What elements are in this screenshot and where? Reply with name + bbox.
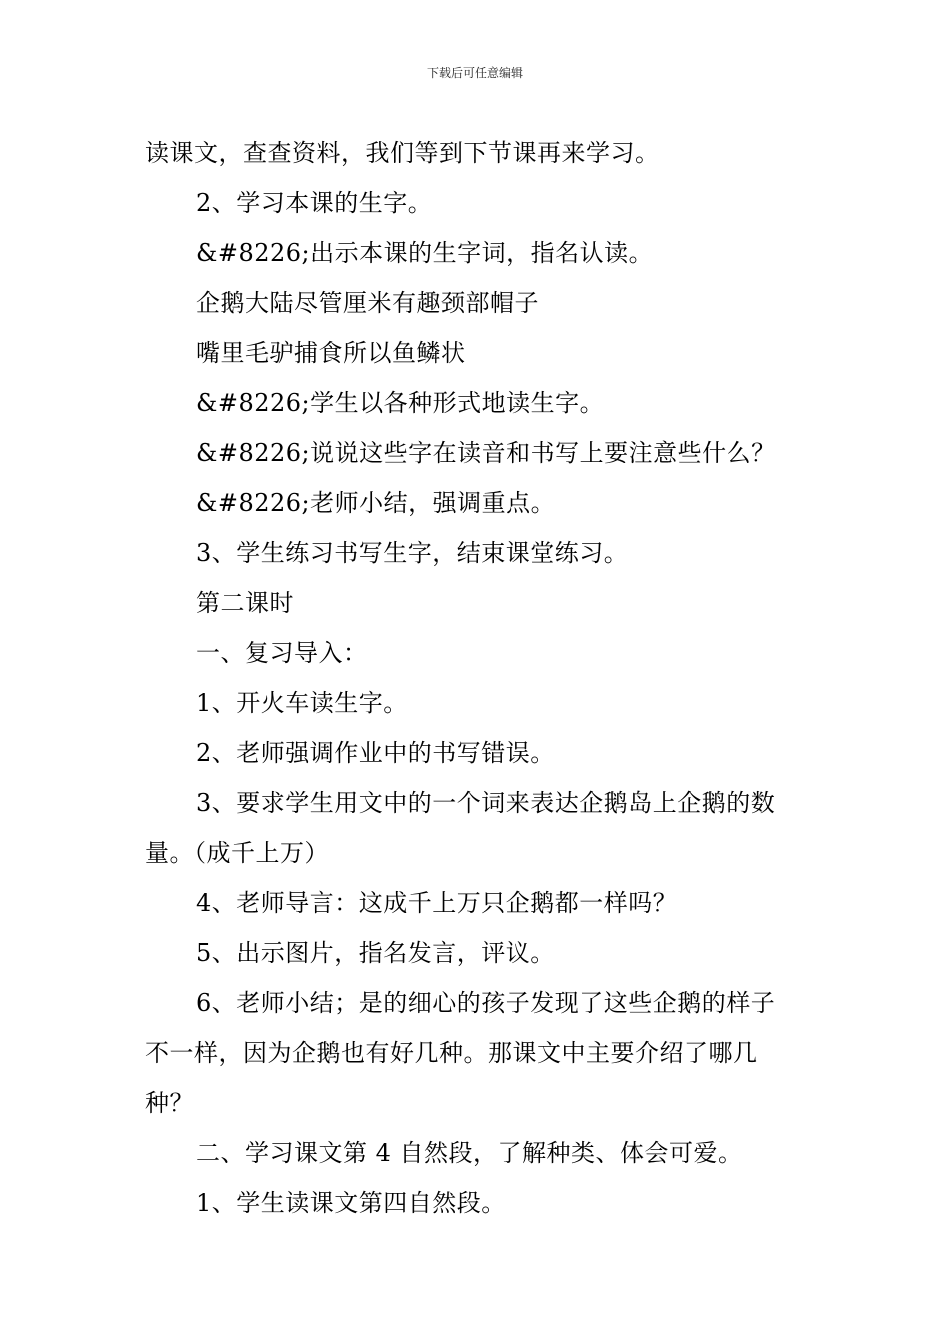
paragraph-line: 量。（成千上万）: [145, 839, 329, 867]
paragraph-line: &#8226;学生以各种形式地读生字。: [196, 389, 605, 417]
paragraph-line: 二、学习课文第 4 自然段，了解种类、体会可爱。: [196, 1139, 743, 1167]
paragraph-line: &#8226;出示本课的生字词，指名认读。: [196, 239, 654, 267]
paragraph-line: &#8226;老师小结，强调重点。: [196, 489, 556, 517]
paragraph-line: 种？: [145, 1089, 194, 1117]
paragraph-line: 嘴里毛驴捕食所以鱼鳞状: [196, 339, 466, 367]
paragraph-line: 读课文，查查资料，我们等到下节课再来学习。: [145, 139, 660, 167]
paragraph-line: 1、学生读课文第四自然段。: [196, 1189, 506, 1217]
section-heading: 第二课时: [196, 589, 294, 617]
paragraph-line: 6、老师小结；是的细心的孩子发现了这些企鹅的样子: [196, 989, 776, 1017]
paragraph-line: &#8226;说说这些字在读音和书写上要注意些什么？: [196, 439, 776, 467]
paragraph-line: 3、学生练习书写生字，结束课堂练习。: [196, 539, 629, 567]
page-header: 下载后可任意编辑: [426, 66, 523, 80]
paragraph-line: 一、复习导入：: [196, 639, 368, 667]
paragraph-line: 3、要求学生用文中的一个词来表达企鹅岛上企鹅的数: [196, 789, 776, 817]
paragraph-line: 4、老师导言：这成千上万只企鹅都一样吗？: [196, 889, 678, 917]
paragraph-line: 1、开火车读生字。: [196, 689, 408, 717]
paragraph-line: 不一样，因为企鹅也有好几种。那课文中主要介绍了哪几: [145, 1039, 758, 1067]
paragraph-line: 2、学习本课的生字。: [196, 189, 433, 217]
paragraph-line: 5、出示图片，指名发言，评议。: [196, 939, 555, 967]
document-body: [145, 128, 810, 1228]
paragraph-line: 企鹅大陆尽管厘米有趣颈部帽子: [196, 289, 539, 317]
paragraph-line: 2、老师强调作业中的书写错误。: [196, 739, 555, 767]
